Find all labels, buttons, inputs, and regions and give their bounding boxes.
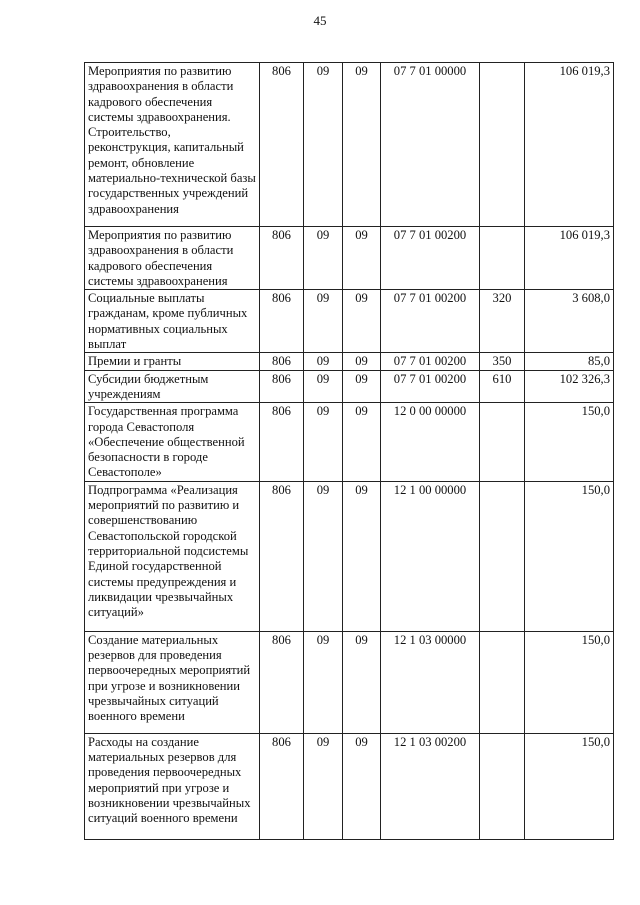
subsection-code: 09 [343, 733, 381, 839]
expense-type-code: 320 [480, 290, 525, 353]
target-article-code: 12 1 03 00200 [381, 733, 480, 839]
table-row [85, 370, 614, 403]
row-name: Мероприятия по развитию здравоохранения в области кадрового обеспечения системы здравоохранения. Строительство, реконструкция, капитальный ремонт, обновление материально-технической базы государственных учреждений здравоохранения [85, 63, 260, 227]
page-number: 45 [313, 13, 327, 28]
amount: 150,0 [525, 733, 614, 839]
section-code: 09 [304, 353, 343, 370]
row-name: Подпрограмма «Реализация мероприятий по развитию и совершенствованию Севастопольской городской территориальной подсистемы Единой государственной системы предупреждения и ликвидации чрезвычайных ситуаций» [85, 481, 260, 631]
target-article-code: 12 1 03 00000 [381, 631, 480, 733]
row-name: Создание материальных резервов для проведения первоочередных мероприятий при угрозе и возникновении чрезвычайных ситуаций военного времени [85, 631, 260, 733]
ministry-code: 806 [260, 290, 304, 353]
amount: 150,0 [525, 403, 614, 481]
table-row [85, 227, 614, 290]
target-article-code: 07 7 01 00200 [381, 353, 480, 370]
subsection-code: 09 [343, 370, 381, 403]
expense-type-code [480, 733, 525, 839]
table-row [85, 63, 614, 227]
target-article-code: 12 0 00 00000 [381, 403, 480, 481]
row-name: Социальные выплаты гражданам, кроме публичных нормативных социальных выплат [85, 290, 260, 353]
target-article-code: 07 7 01 00200 [381, 370, 480, 403]
amount: 102 326,3 [525, 370, 614, 403]
section-code: 09 [304, 733, 343, 839]
section-code: 09 [304, 63, 343, 227]
amount: 150,0 [525, 481, 614, 631]
target-article-code: 07 7 01 00000 [381, 63, 480, 227]
ministry-code: 806 [260, 481, 304, 631]
subsection-code: 09 [343, 290, 381, 353]
ministry-code: 806 [260, 353, 304, 370]
subsection-code: 09 [343, 481, 381, 631]
ministry-code: 806 [260, 631, 304, 733]
amount: 150,0 [525, 631, 614, 733]
table-row [85, 353, 614, 370]
subsection-code: 09 [343, 227, 381, 290]
amount: 106 019,3 [525, 227, 614, 290]
expense-type-code [480, 403, 525, 481]
expense-type-code [480, 63, 525, 227]
subsection-code: 09 [343, 353, 381, 370]
row-name: Мероприятия по развитию здравоохранения в области кадрового обеспечения системы здравоохранения [85, 227, 260, 290]
budget-table [84, 62, 614, 840]
table-row [85, 290, 614, 353]
subsection-code: 09 [343, 631, 381, 733]
expense-type-code: 350 [480, 353, 525, 370]
ministry-code: 806 [260, 63, 304, 227]
section-code: 09 [304, 403, 343, 481]
table-row [85, 631, 614, 733]
expense-type-code [480, 481, 525, 631]
table-row [85, 403, 614, 481]
expense-type-code [480, 227, 525, 290]
target-article-code: 12 1 00 00000 [381, 481, 480, 631]
amount: 3 608,0 [525, 290, 614, 353]
subsection-code: 09 [343, 403, 381, 481]
target-article-code: 07 7 01 00200 [381, 227, 480, 290]
section-code: 09 [304, 631, 343, 733]
ministry-code: 806 [260, 403, 304, 481]
row-name: Государственная программа города Севастополя «Обеспечение общественной безопасности в городе Севастополе» [85, 403, 260, 481]
subsection-code: 09 [343, 63, 381, 227]
table-row [85, 733, 614, 839]
ministry-code: 806 [260, 733, 304, 839]
row-name: Расходы на создание материальных резервов для проведения первоочередных мероприятий при угрозе и возникновении чрезвычайных ситуаций военного времени [85, 733, 260, 839]
section-code: 09 [304, 290, 343, 353]
row-name: Премии и гранты [85, 353, 260, 370]
ministry-code: 806 [260, 370, 304, 403]
ministry-code: 806 [260, 227, 304, 290]
row-name: Субсидии бюджетным учреждениям [85, 370, 260, 403]
amount: 85,0 [525, 353, 614, 370]
amount: 106 019,3 [525, 63, 614, 227]
expense-type-code [480, 631, 525, 733]
expense-type-code: 610 [480, 370, 525, 403]
section-code: 09 [304, 481, 343, 631]
table-row [85, 481, 614, 631]
target-article-code: 07 7 01 00200 [381, 290, 480, 353]
section-code: 09 [304, 370, 343, 403]
section-code: 09 [304, 227, 343, 290]
